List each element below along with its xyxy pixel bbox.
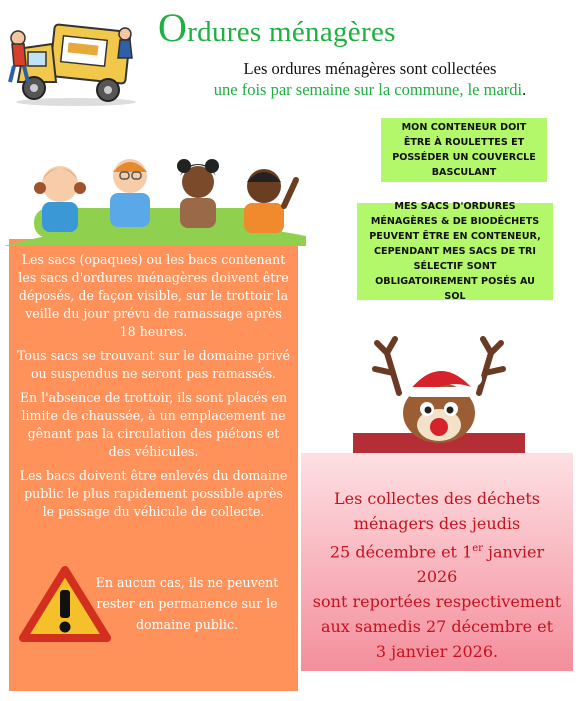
page-title: Ordures ménagères — [158, 5, 396, 50]
children-illustration — [4, 146, 306, 246]
intro-text: Les ordures ménagères sont collectées une fois par semaine sur la commune, le mardi. — [180, 58, 560, 100]
holiday-line: aux samedis 27 décembre et — [320, 617, 554, 637]
rule-paragraph: Les sacs (opaques) ou les bacs contenant les sacs d'ordures ménagères doivent être déposés, de façon visible, sur le trottoir la veille du jour prévu de ramassage après 18 heures. — [18, 252, 289, 339]
rule-paragraph: En l'absence de trottoir, ils sont placés en limite de chaussée, à un emplacement ne gênant pas la circulation des piétons et des véhicules. — [19, 390, 288, 459]
warning-text: En aucun cas, ils ne peuvent rester en permanence sur le domaine public. — [95, 575, 279, 632]
holiday-line: Les collectes des déchets — [334, 489, 540, 508]
holiday-line: 25 décembre et 1er janvier 2026 — [329, 542, 545, 587]
holiday-notice — [301, 453, 573, 671]
container-note: MON CONTENEUR DOIT ÊTRE À ROULETTES ET POSSÉDER UN COUVERCLE BASCULANT — [381, 118, 547, 182]
rule-paragraph: Les bacs doivent être enlevés du domaine public le plus rapidement possible après le passage du véhicule de collecte. — [19, 468, 288, 519]
holiday-line: 3 janvier 2026. — [375, 642, 499, 662]
rule-paragraph: Tous sacs se trouvant sur le domaine privé ou suspendus ne seront pas ramassés. — [17, 348, 291, 381]
holiday-line: sont reportées respectivement — [312, 592, 562, 612]
garbage-truck-illustration — [4, 4, 138, 108]
holiday-line: ménagers des jeudis — [353, 514, 521, 533]
bags-note: MES SACS D'ORDURES MÉNAGÈRES & DE BIODÉCHETS PEUVENT ÊTRE EN CONTENEUR, CEPENDANT MES SACS DE TRI SÉLECTIF SONT OBLIGATOIREMENT POSÉS AU SOL — [357, 203, 553, 300]
intro-line-1: Les ordures ménagères sont collectées — [243, 59, 497, 78]
reindeer-illustration — [353, 333, 525, 453]
intro-line-2: une fois par semaine sur la commune, le mardi — [213, 80, 523, 99]
